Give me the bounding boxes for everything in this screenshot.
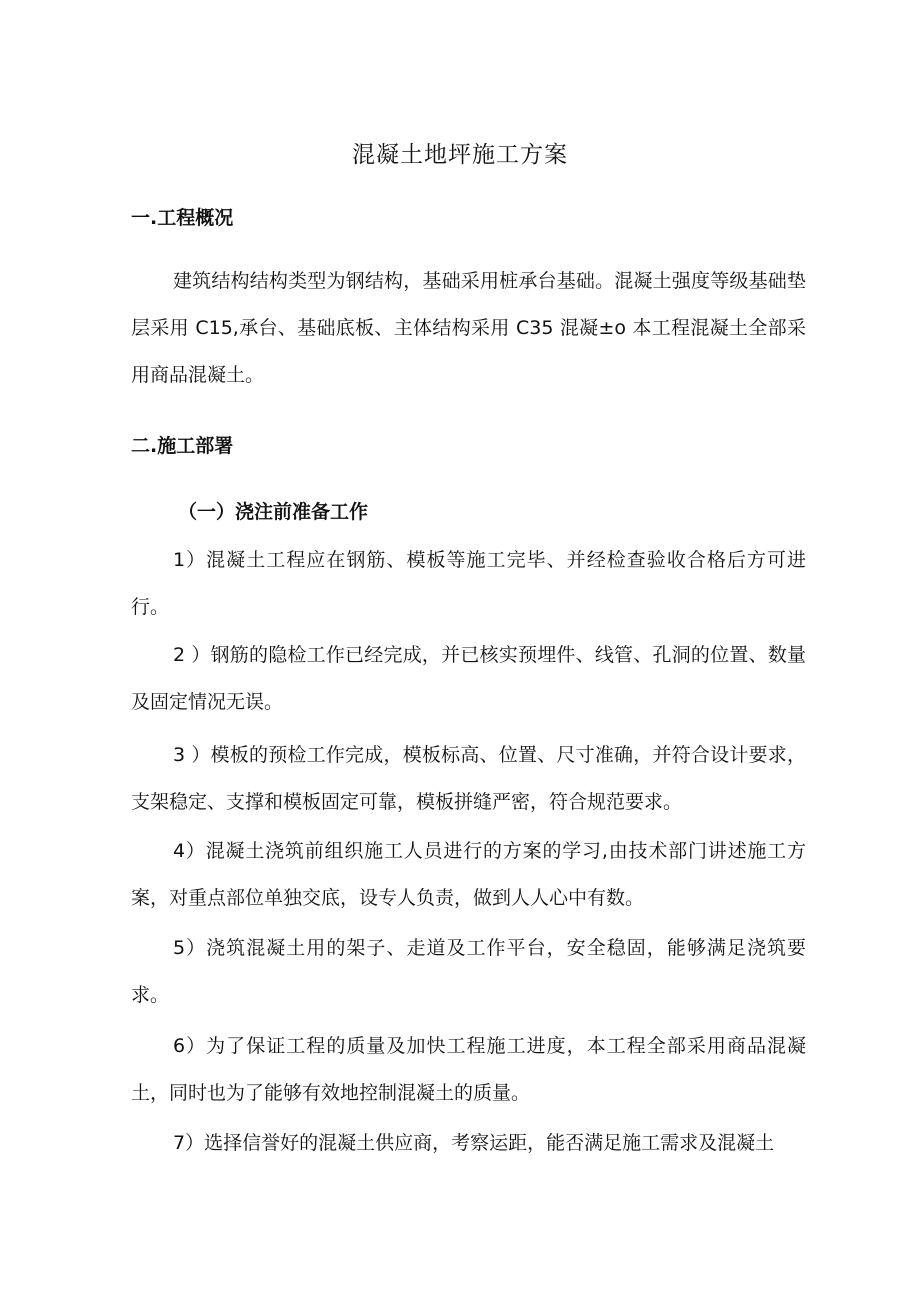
list-item-5: 5）浇筑混凝土用的架子、走道及工作平台，安全稳固，能够满足浇筑要求。 — [131, 937, 806, 1006]
list-item-6: 6）为了保证工程的质量及加快工程施工进度，本工程全部采用商品混凝土，同时也为了能够有效地控制混凝土的质量。 — [131, 1035, 806, 1104]
section-heading-deployment: 二.施工部署 — [131, 435, 234, 457]
list-item-7: 7）选择信誉好的混凝土供应商，考察运距，能否满足施工需求及混凝土 — [173, 1132, 775, 1154]
list-item-4: 4）混凝土浇筑前组织施工人员进行的方案的学习,由技术部门讲述施工方案，对重点部位单独交底，设专人负责，做到人人心中有数。 — [131, 840, 806, 909]
document-title: 混凝土地坪施工方案 — [352, 142, 568, 168]
list-item-1: 1）混凝土工程应在钢筋、模板等施工完毕、并经检查验收合格后方可进行。 — [131, 549, 806, 618]
overview-paragraph: 建筑结构结构类型为钢结构，基础采用桩承台基础。混凝土强度等级基础垫层采用 C15,承台、基础底板、主体结构采用 C35 混凝±o 本工程混凝土全部采用商品混凝土。 — [131, 270, 806, 386]
list-item-2: 2 ）钢筋的隐检工作已经完成，并已核实预埋件、线管、孔洞的位置、数量及固定情况无误。 — [131, 644, 806, 713]
subsection-heading-preparation: （一）浇注前准备工作 — [178, 501, 369, 523]
section-heading-overview: 一.工程概况 — [131, 207, 234, 229]
list-item-3: 3 ）模板的预检工作完成，模板标高、位置、尺寸准确，并符合设计要求，支架稳定、支撑和模板固定可靠，模板拼缝严密，符合规范要求。 — [131, 744, 806, 813]
